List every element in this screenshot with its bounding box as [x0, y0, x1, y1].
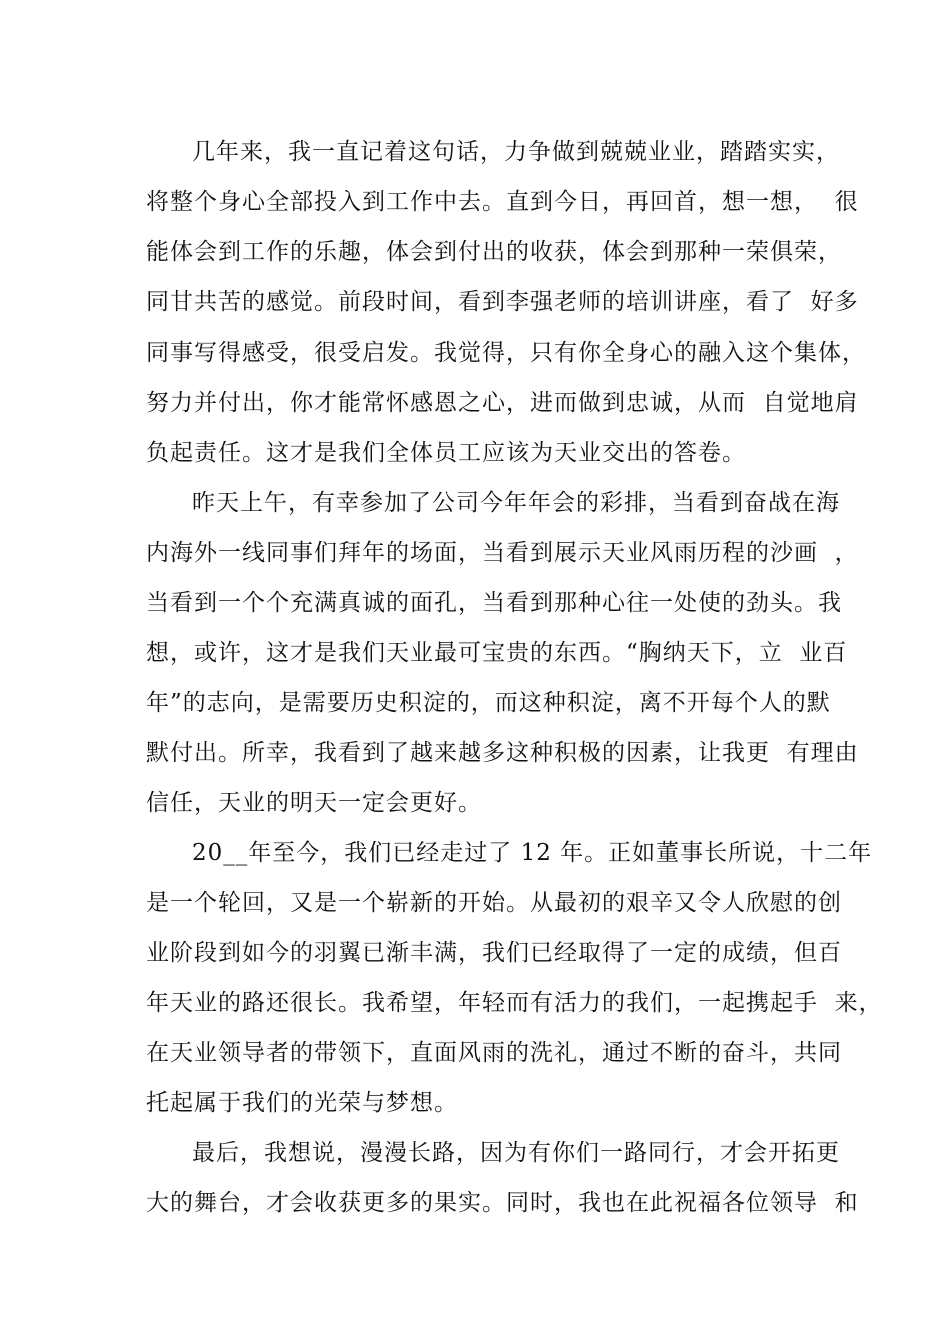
paragraph-3-line-4: 年天业的路还很长。我希望，年轻而有活力的我们，一起携起手 来，	[146, 990, 883, 1016]
paragraph-3-line-5: 在天业领导者的带领下，直面风雨的洗礼，通过不断的奋斗，共同	[146, 1040, 842, 1066]
paragraph-1-line-4: 同甘共苦的感觉。前段时间，看到李强老师的培训讲座，看了 好多	[146, 289, 859, 315]
paragraph-2-line-1: 昨天上午，有幸参加了公司今年年会的彩排，当看到奋战在海	[192, 490, 840, 516]
paragraph-1-line-7: 负起责任。这才是我们全体员工应该为天业交出的答卷。	[146, 440, 746, 466]
paragraph-2-line-2: 内海外一线同事们拜年的场面，当看到展示天业风雨历程的沙画 ，	[146, 540, 859, 566]
paragraph-1-line-2: 将整个身心全部投入到工作中去。直到今日，再回首，想一想， 很	[146, 189, 859, 215]
paragraph-3-line-6: 托起属于我们的光荣与梦想。	[146, 1090, 458, 1116]
paragraph-1-line-6: 努力并付出，你才能常怀感恩之心，进而做到忠诚，从而 自觉地肩	[146, 390, 859, 416]
paragraph-1-line-5: 同事写得感受，很受启发。我觉得，只有你全身心的融入这个集体，	[146, 340, 866, 366]
paragraph-2-line-7: 信任，天业的明天一定会更好。	[146, 790, 482, 816]
paragraph-4-line-2: 大的舞台，才会收获更多的果实。同时，我也在此祝福各位领导 和	[146, 1190, 859, 1216]
paragraph-3-line-1: 20__年至今，我们已经走过了 12 年。正如董事长所说，十二年	[192, 840, 873, 866]
paragraph-2-line-6: 默付出。所幸，我看到了越来越多这种积极的因素，让我更 有理由	[146, 740, 859, 766]
paragraph-4-line-1: 最后，我想说，漫漫长路，因为有你们一路同行，才会开拓更	[192, 1140, 840, 1166]
paragraph-1-line-3: 能体会到工作的乐趣，体会到付出的收获，体会到那种一荣俱荣，	[146, 239, 842, 265]
paragraph-3-line-2: 是一个轮回，又是一个崭新的开始。从最初的艰辛又令人欣慰的创	[146, 890, 842, 916]
paragraph-2-line-4: 想，或许，这才是我们天业最可宝贵的东西。“胸纳天下，立 业百	[146, 640, 848, 666]
paragraph-3-line-3: 业阶段到如今的羽翼已渐丰满，我们已经取得了一定的成绩，但百	[146, 940, 842, 966]
paragraph-1-line-1: 几年来，我一直记着这句话，力争做到兢兢业业，踏踏实实，	[192, 139, 840, 165]
paragraph-2-line-3: 当看到一个个充满真诚的面孔，当看到那种心往一处使的劲头。我	[146, 590, 842, 616]
paragraph-2-line-5: 年”的志向，是需要历史积淀的，而这种积淀，离不开每个人的默	[146, 690, 831, 716]
